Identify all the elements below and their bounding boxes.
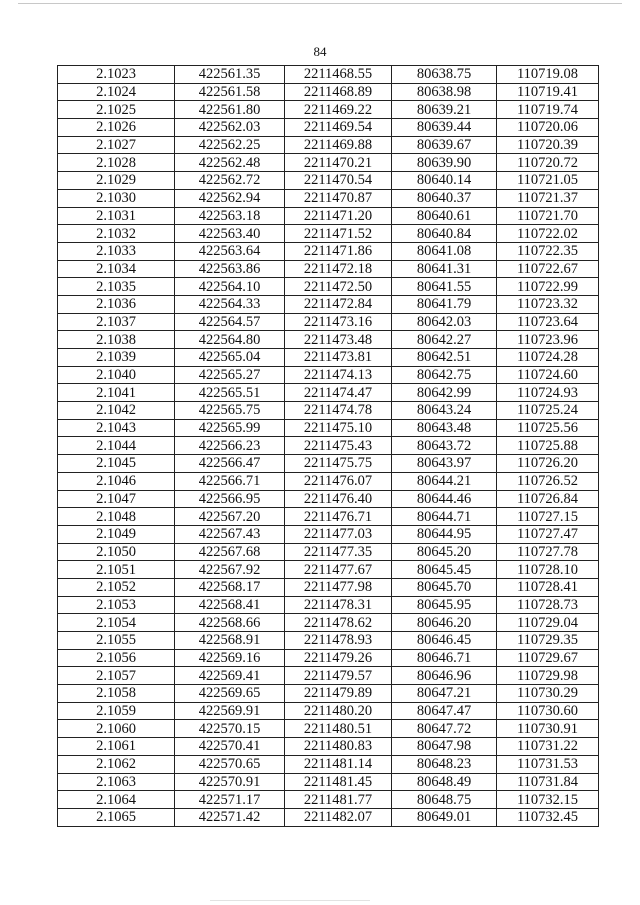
coord-c-cell: 80644.46 xyxy=(392,490,497,508)
coord-d-cell: 110725.88 xyxy=(497,437,599,455)
point-id-cell: 2.1026 xyxy=(58,119,175,137)
coord-a-cell: 422562.25 xyxy=(175,136,285,154)
coord-c-cell: 80645.95 xyxy=(392,596,497,614)
coord-b-cell: 2211470.54 xyxy=(285,172,392,190)
coord-b-cell: 2211479.89 xyxy=(285,685,392,703)
table-row xyxy=(58,66,599,84)
coord-b-cell: 2211473.81 xyxy=(285,349,392,367)
coord-d-cell: 110724.28 xyxy=(497,349,599,367)
coord-d-cell: 110722.35 xyxy=(497,242,599,260)
coord-a-cell: 422569.65 xyxy=(175,685,285,703)
table-row xyxy=(58,773,599,791)
coord-c-cell: 80642.51 xyxy=(392,349,497,367)
coord-c-cell: 80643.97 xyxy=(392,455,497,473)
coord-b-cell: 2211469.54 xyxy=(285,119,392,137)
coord-a-cell: 422563.40 xyxy=(175,225,285,243)
coord-d-cell: 110722.67 xyxy=(497,260,599,278)
coord-b-cell: 2211471.20 xyxy=(285,207,392,225)
coord-a-cell: 422566.71 xyxy=(175,472,285,490)
point-id-cell: 2.1048 xyxy=(58,508,175,526)
coord-c-cell: 80644.95 xyxy=(392,525,497,543)
point-id-cell: 2.1041 xyxy=(58,384,175,402)
coord-d-cell: 110721.05 xyxy=(497,172,599,190)
table-row xyxy=(58,384,599,402)
table-row xyxy=(58,667,599,685)
point-id-cell: 2.1049 xyxy=(58,525,175,543)
table-row xyxy=(58,419,599,437)
point-id-cell: 2.1055 xyxy=(58,632,175,650)
coord-a-cell: 422569.91 xyxy=(175,702,285,720)
table-row xyxy=(58,101,599,119)
point-id-cell: 2.1031 xyxy=(58,207,175,225)
coord-a-cell: 422568.66 xyxy=(175,614,285,632)
coord-c-cell: 80646.20 xyxy=(392,614,497,632)
coord-a-cell: 422566.23 xyxy=(175,437,285,455)
coord-d-cell: 110726.84 xyxy=(497,490,599,508)
coord-b-cell: 2211475.10 xyxy=(285,419,392,437)
coord-a-cell: 422570.91 xyxy=(175,773,285,791)
coord-a-cell: 422569.41 xyxy=(175,667,285,685)
coord-a-cell: 422567.43 xyxy=(175,525,285,543)
coord-d-cell: 110722.99 xyxy=(497,278,599,296)
coord-a-cell: 422565.04 xyxy=(175,349,285,367)
table-row xyxy=(58,649,599,667)
coord-a-cell: 422565.99 xyxy=(175,419,285,437)
coord-c-cell: 80647.72 xyxy=(392,720,497,738)
coord-c-cell: 80649.01 xyxy=(392,808,497,826)
coord-a-cell: 422564.57 xyxy=(175,313,285,331)
coord-d-cell: 110720.39 xyxy=(497,136,599,154)
point-id-cell: 2.1062 xyxy=(58,755,175,773)
coord-d-cell: 110726.52 xyxy=(497,472,599,490)
coord-b-cell: 2211476.71 xyxy=(285,508,392,526)
coord-d-cell: 110732.15 xyxy=(497,791,599,809)
coord-c-cell: 80643.48 xyxy=(392,419,497,437)
coord-a-cell: 422568.91 xyxy=(175,632,285,650)
coord-b-cell: 2211474.78 xyxy=(285,402,392,420)
coord-b-cell: 2211474.13 xyxy=(285,366,392,384)
coord-a-cell: 422568.17 xyxy=(175,578,285,596)
coord-d-cell: 110729.98 xyxy=(497,667,599,685)
point-id-cell: 2.1024 xyxy=(58,83,175,101)
top-edge-line xyxy=(18,3,622,4)
coord-d-cell: 110727.15 xyxy=(497,508,599,526)
table-row xyxy=(58,455,599,473)
coord-c-cell: 80643.72 xyxy=(392,437,497,455)
point-id-cell: 2.1057 xyxy=(58,667,175,685)
coord-c-cell: 80640.61 xyxy=(392,207,497,225)
coord-b-cell: 2211472.84 xyxy=(285,295,392,313)
coord-d-cell: 110730.91 xyxy=(497,720,599,738)
coord-c-cell: 80646.96 xyxy=(392,667,497,685)
coord-b-cell: 2211468.89 xyxy=(285,83,392,101)
point-id-cell: 2.1028 xyxy=(58,154,175,172)
coord-d-cell: 110720.06 xyxy=(497,119,599,137)
coord-c-cell: 80642.27 xyxy=(392,331,497,349)
coord-b-cell: 2211468.55 xyxy=(285,66,392,84)
table-row xyxy=(58,437,599,455)
coord-a-cell: 422564.33 xyxy=(175,295,285,313)
coord-c-cell: 80645.70 xyxy=(392,578,497,596)
table-row xyxy=(58,172,599,190)
coord-c-cell: 80640.37 xyxy=(392,189,497,207)
coord-c-cell: 80640.14 xyxy=(392,172,497,190)
point-id-cell: 2.1060 xyxy=(58,720,175,738)
coord-a-cell: 422567.92 xyxy=(175,561,285,579)
point-id-cell: 2.1035 xyxy=(58,278,175,296)
coord-d-cell: 110729.67 xyxy=(497,649,599,667)
coord-c-cell: 80642.99 xyxy=(392,384,497,402)
table-row xyxy=(58,119,599,137)
coord-c-cell: 80639.21 xyxy=(392,101,497,119)
point-id-cell: 2.1030 xyxy=(58,189,175,207)
point-id-cell: 2.1061 xyxy=(58,738,175,756)
coord-c-cell: 80646.71 xyxy=(392,649,497,667)
coord-b-cell: 2211471.52 xyxy=(285,225,392,243)
coord-b-cell: 2211475.43 xyxy=(285,437,392,455)
coord-a-cell: 422570.41 xyxy=(175,738,285,756)
coord-d-cell: 110719.74 xyxy=(497,101,599,119)
coord-b-cell: 2211476.07 xyxy=(285,472,392,490)
coord-d-cell: 110730.29 xyxy=(497,685,599,703)
coord-c-cell: 80644.71 xyxy=(392,508,497,526)
point-id-cell: 2.1045 xyxy=(58,455,175,473)
coord-b-cell: 2211480.83 xyxy=(285,738,392,756)
coord-a-cell: 422571.42 xyxy=(175,808,285,826)
coord-a-cell: 422561.35 xyxy=(175,66,285,84)
table-row xyxy=(58,313,599,331)
coord-d-cell: 110725.56 xyxy=(497,419,599,437)
coord-a-cell: 422561.58 xyxy=(175,83,285,101)
coord-c-cell: 80647.47 xyxy=(392,702,497,720)
table-row xyxy=(58,685,599,703)
coord-d-cell: 110728.73 xyxy=(497,596,599,614)
point-id-cell: 2.1051 xyxy=(58,561,175,579)
coord-b-cell: 2211472.50 xyxy=(285,278,392,296)
coord-b-cell: 2211470.21 xyxy=(285,154,392,172)
coord-d-cell: 110725.24 xyxy=(497,402,599,420)
table-row xyxy=(58,207,599,225)
coord-b-cell: 2211482.07 xyxy=(285,808,392,826)
coord-b-cell: 2211474.47 xyxy=(285,384,392,402)
coord-a-cell: 422570.15 xyxy=(175,720,285,738)
point-id-cell: 2.1063 xyxy=(58,773,175,791)
coord-a-cell: 422566.47 xyxy=(175,455,285,473)
point-id-cell: 2.1027 xyxy=(58,136,175,154)
point-id-cell: 2.1059 xyxy=(58,702,175,720)
point-id-cell: 2.1044 xyxy=(58,437,175,455)
coord-c-cell: 80641.55 xyxy=(392,278,497,296)
table-row xyxy=(58,738,599,756)
coord-a-cell: 422570.65 xyxy=(175,755,285,773)
coord-a-cell: 422567.20 xyxy=(175,508,285,526)
coord-c-cell: 80642.75 xyxy=(392,366,497,384)
point-id-cell: 2.1023 xyxy=(58,66,175,84)
coord-b-cell: 2211480.20 xyxy=(285,702,392,720)
coord-c-cell: 80646.45 xyxy=(392,632,497,650)
point-id-cell: 2.1040 xyxy=(58,366,175,384)
point-id-cell: 2.1034 xyxy=(58,260,175,278)
coord-b-cell: 2211472.18 xyxy=(285,260,392,278)
coord-c-cell: 80641.31 xyxy=(392,260,497,278)
coord-c-cell: 80648.23 xyxy=(392,755,497,773)
coord-b-cell: 2211473.16 xyxy=(285,313,392,331)
table-row xyxy=(58,614,599,632)
coord-b-cell: 2211473.48 xyxy=(285,331,392,349)
coord-b-cell: 2211479.26 xyxy=(285,649,392,667)
coord-b-cell: 2211475.75 xyxy=(285,455,392,473)
table-row xyxy=(58,508,599,526)
coord-a-cell: 422561.80 xyxy=(175,101,285,119)
point-id-cell: 2.1039 xyxy=(58,349,175,367)
table-row xyxy=(58,490,599,508)
coord-c-cell: 80639.44 xyxy=(392,119,497,137)
coord-c-cell: 80639.90 xyxy=(392,154,497,172)
coord-a-cell: 422568.41 xyxy=(175,596,285,614)
coord-a-cell: 422564.80 xyxy=(175,331,285,349)
coord-d-cell: 110724.93 xyxy=(497,384,599,402)
point-id-cell: 2.1043 xyxy=(58,419,175,437)
table-row xyxy=(58,596,599,614)
coord-d-cell: 110729.35 xyxy=(497,632,599,650)
coord-c-cell: 80641.08 xyxy=(392,242,497,260)
coord-c-cell: 80645.45 xyxy=(392,561,497,579)
coord-a-cell: 422562.72 xyxy=(175,172,285,190)
coord-d-cell: 110731.84 xyxy=(497,773,599,791)
table-row xyxy=(58,331,599,349)
table-row xyxy=(58,349,599,367)
table-row xyxy=(58,755,599,773)
coord-d-cell: 110728.41 xyxy=(497,578,599,596)
coord-b-cell: 2211476.40 xyxy=(285,490,392,508)
table-row xyxy=(58,632,599,650)
table-row xyxy=(58,136,599,154)
coord-d-cell: 110723.64 xyxy=(497,313,599,331)
coord-d-cell: 110727.78 xyxy=(497,543,599,561)
coord-c-cell: 80648.75 xyxy=(392,791,497,809)
coord-c-cell: 80647.21 xyxy=(392,685,497,703)
coord-a-cell: 422569.16 xyxy=(175,649,285,667)
point-id-cell: 2.1064 xyxy=(58,791,175,809)
table-row xyxy=(58,791,599,809)
coord-d-cell: 110720.72 xyxy=(497,154,599,172)
coord-d-cell: 110729.04 xyxy=(497,614,599,632)
coord-b-cell: 2211478.31 xyxy=(285,596,392,614)
coord-b-cell: 2211477.03 xyxy=(285,525,392,543)
point-id-cell: 2.1042 xyxy=(58,402,175,420)
table-row xyxy=(58,242,599,260)
table-row xyxy=(58,720,599,738)
coord-c-cell: 80641.79 xyxy=(392,295,497,313)
table-row xyxy=(58,260,599,278)
point-id-cell: 2.1065 xyxy=(58,808,175,826)
coord-c-cell: 80644.21 xyxy=(392,472,497,490)
coordinates-table-body xyxy=(58,66,599,827)
coord-d-cell: 110731.53 xyxy=(497,755,599,773)
table-row xyxy=(58,154,599,172)
coord-d-cell: 110730.60 xyxy=(497,702,599,720)
coord-b-cell: 2211480.51 xyxy=(285,720,392,738)
coord-c-cell: 80648.49 xyxy=(392,773,497,791)
coord-d-cell: 110732.45 xyxy=(497,808,599,826)
coord-a-cell: 422566.95 xyxy=(175,490,285,508)
point-id-cell: 2.1037 xyxy=(58,313,175,331)
coord-d-cell: 110721.70 xyxy=(497,207,599,225)
table-row xyxy=(58,278,599,296)
coord-d-cell: 110723.96 xyxy=(497,331,599,349)
coord-b-cell: 2211478.93 xyxy=(285,632,392,650)
coord-d-cell: 110719.08 xyxy=(497,66,599,84)
point-id-cell: 2.1047 xyxy=(58,490,175,508)
coord-c-cell: 80645.20 xyxy=(392,543,497,561)
coord-a-cell: 422563.18 xyxy=(175,207,285,225)
coord-d-cell: 110719.41 xyxy=(497,83,599,101)
coord-d-cell: 110724.60 xyxy=(497,366,599,384)
point-id-cell: 2.1056 xyxy=(58,649,175,667)
point-id-cell: 2.1032 xyxy=(58,225,175,243)
coord-a-cell: 422563.86 xyxy=(175,260,285,278)
coord-b-cell: 2211477.67 xyxy=(285,561,392,579)
coord-a-cell: 422562.94 xyxy=(175,189,285,207)
point-id-cell: 2.1046 xyxy=(58,472,175,490)
coord-d-cell: 110721.37 xyxy=(497,189,599,207)
table-row xyxy=(58,702,599,720)
coord-b-cell: 2211477.35 xyxy=(285,543,392,561)
page-number: 84 xyxy=(313,44,327,59)
coord-c-cell: 80640.84 xyxy=(392,225,497,243)
point-id-cell: 2.1036 xyxy=(58,295,175,313)
table-row xyxy=(58,808,599,826)
coord-a-cell: 422565.51 xyxy=(175,384,285,402)
coord-b-cell: 2211470.87 xyxy=(285,189,392,207)
point-id-cell: 2.1038 xyxy=(58,331,175,349)
bottom-edge-line xyxy=(210,900,370,901)
point-id-cell: 2.1029 xyxy=(58,172,175,190)
coord-b-cell: 2211469.88 xyxy=(285,136,392,154)
table-row xyxy=(58,543,599,561)
coord-b-cell: 2211481.14 xyxy=(285,755,392,773)
coord-d-cell: 110723.32 xyxy=(497,295,599,313)
coord-d-cell: 110728.10 xyxy=(497,561,599,579)
coord-b-cell: 2211469.22 xyxy=(285,101,392,119)
table-row xyxy=(58,295,599,313)
coord-b-cell: 2211477.98 xyxy=(285,578,392,596)
point-id-cell: 2.1025 xyxy=(58,101,175,119)
table-row xyxy=(58,189,599,207)
coord-b-cell: 2211479.57 xyxy=(285,667,392,685)
coord-c-cell: 80639.67 xyxy=(392,136,497,154)
table-row xyxy=(58,83,599,101)
coord-b-cell: 2211478.62 xyxy=(285,614,392,632)
coord-c-cell: 80643.24 xyxy=(392,402,497,420)
coord-d-cell: 110726.20 xyxy=(497,455,599,473)
coord-b-cell: 2211481.45 xyxy=(285,773,392,791)
point-id-cell: 2.1058 xyxy=(58,685,175,703)
table-row xyxy=(58,225,599,243)
coord-c-cell: 80638.98 xyxy=(392,83,497,101)
table-row xyxy=(58,561,599,579)
coord-a-cell: 422567.68 xyxy=(175,543,285,561)
coord-c-cell: 80638.75 xyxy=(392,66,497,84)
point-id-cell: 2.1033 xyxy=(58,242,175,260)
coord-d-cell: 110731.22 xyxy=(497,738,599,756)
coord-c-cell: 80647.98 xyxy=(392,738,497,756)
point-id-cell: 2.1052 xyxy=(58,578,175,596)
coord-d-cell: 110727.47 xyxy=(497,525,599,543)
coord-a-cell: 422565.27 xyxy=(175,366,285,384)
coord-a-cell: 422562.03 xyxy=(175,119,285,137)
coord-b-cell: 2211471.86 xyxy=(285,242,392,260)
coord-a-cell: 422564.10 xyxy=(175,278,285,296)
point-id-cell: 2.1053 xyxy=(58,596,175,614)
point-id-cell: 2.1050 xyxy=(58,543,175,561)
table-row xyxy=(58,402,599,420)
coord-a-cell: 422565.75 xyxy=(175,402,285,420)
table-row xyxy=(58,472,599,490)
table-row xyxy=(58,525,599,543)
coordinates-table xyxy=(57,65,599,827)
table-row xyxy=(58,578,599,596)
coord-a-cell: 422563.64 xyxy=(175,242,285,260)
coord-b-cell: 2211481.77 xyxy=(285,791,392,809)
coord-a-cell: 422562.48 xyxy=(175,154,285,172)
coord-c-cell: 80642.03 xyxy=(392,313,497,331)
coord-a-cell: 422571.17 xyxy=(175,791,285,809)
point-id-cell: 2.1054 xyxy=(58,614,175,632)
coord-d-cell: 110722.02 xyxy=(497,225,599,243)
table-row xyxy=(58,366,599,384)
